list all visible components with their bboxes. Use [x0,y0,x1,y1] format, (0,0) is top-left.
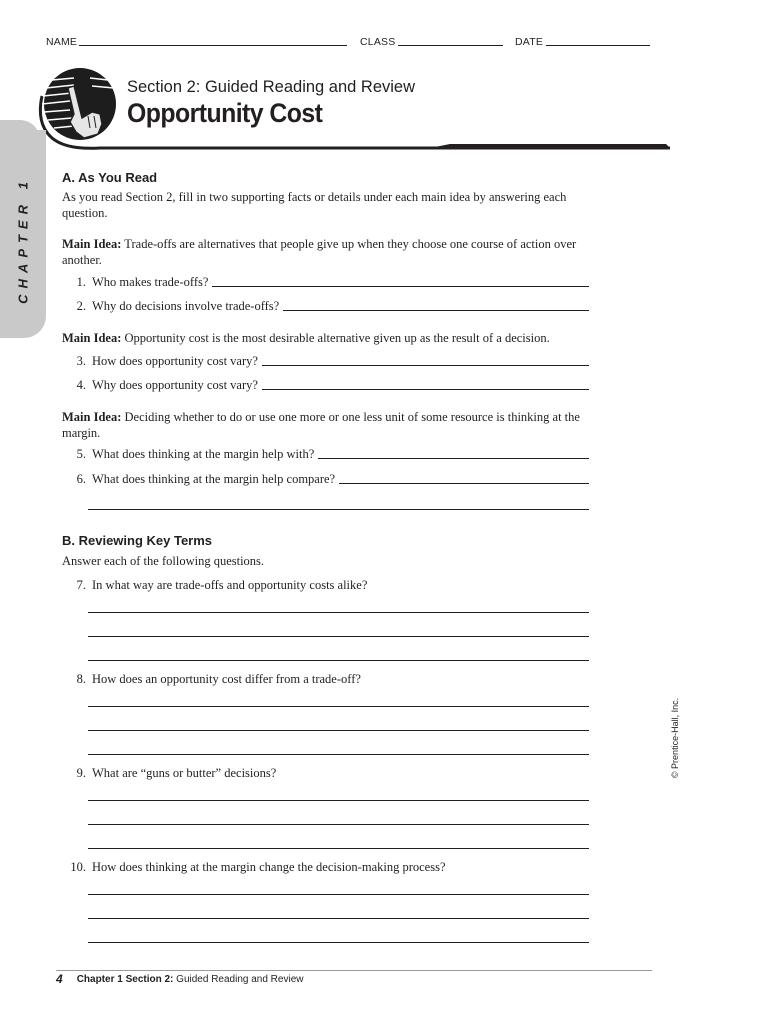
answer-line[interactable] [339,483,589,484]
name-field[interactable] [79,45,347,46]
question-7 [62,577,589,593]
answer-line[interactable] [88,706,589,707]
question-10 [62,859,589,875]
question-1 [62,274,589,290]
question-text: Who makes trade-offs? [92,275,209,289]
part-b-heading: B. Reviewing Key Terms [62,533,213,548]
question-text: What does thinking at the margin help with? [92,447,315,461]
date-label: DATE [515,36,544,48]
answer-line[interactable] [88,824,589,825]
question-number: 7. [76,578,86,592]
question-8 [62,671,589,687]
question-number: 2. [76,299,86,313]
question-text: Why do decisions involve trade-offs? [92,299,280,313]
question-3 [62,353,589,369]
chapter-label: CHAPTER 1 [15,176,31,304]
question-text: How does opportunity cost vary? [92,354,258,368]
question-text: How does thinking at the margin change the decision-making process? [92,860,446,874]
question-number: 8. [76,672,86,686]
question-text: In what way are trade-offs and opportunity costs alike? [92,578,368,592]
question-4 [62,377,589,393]
section-subtitle: Section 2: Guided Reading and Review [127,78,416,96]
date-field[interactable] [546,45,650,46]
answer-line[interactable] [88,612,589,613]
part-a-instructions: As you read Section 2, fill in two supporting facts or details under each main idea by answering each question. [62,190,567,220]
class-field[interactable] [398,45,503,46]
answer-line[interactable] [88,754,589,755]
answer-line[interactable] [88,636,589,637]
question-9 [62,765,589,781]
footer-chapter-label: Chapter 1 Section 2: [76,973,174,985]
answer-line[interactable] [262,365,589,366]
main-idea-3 [62,409,592,441]
question-number: 5. [76,447,86,461]
question-text: How does an opportunity cost differ from a trade-off? [92,672,361,686]
answer-line[interactable] [212,286,589,287]
main-idea-text: Trade-offs are alternatives that people give up when they choose one course of action over another. [62,237,577,267]
question-2 [62,298,589,314]
footer-section-label: Guided Reading and Review [173,973,304,985]
question-6 [62,471,589,487]
copyright-notice: © Prentice-Hall, Inc. [670,697,680,779]
question-text: What are “guns or butter” decisions? [92,766,277,780]
question-text: Why does opportunity cost vary? [92,378,258,392]
answer-line[interactable] [88,942,589,943]
answer-line[interactable] [88,730,589,731]
answer-line[interactable] [88,800,589,801]
answer-line[interactable] [318,458,589,459]
class-label: CLASS [360,36,396,48]
question-number: 9. [76,766,86,780]
footer-rule [56,970,652,971]
main-idea-label: Main Idea: [62,237,122,251]
main-idea-2 [62,330,592,346]
page-footer [56,972,303,986]
main-idea-1 [62,236,592,268]
page-number: 4 [56,972,63,986]
main-idea-label: Main Idea: [62,331,122,345]
answer-line[interactable] [262,389,589,390]
part-a-heading: A. As You Read [62,170,158,185]
main-idea-text: Opportunity cost is the most desirable alternative given up as the result of a decision. [124,331,550,345]
part-b-instructions: Answer each of the following questions. [62,554,265,568]
hand-pointing-newspaper-icon [42,68,116,140]
question-number: 1. [76,275,86,289]
name-label: NAME [46,36,78,48]
page-title: Opportunity Cost [127,98,323,128]
answer-line[interactable] [88,660,589,661]
main-idea-label: Main Idea: [62,410,122,424]
question-text: What does thinking at the margin help compare? [92,472,336,486]
answer-line[interactable] [88,918,589,919]
answer-line[interactable] [88,894,589,895]
answer-line[interactable] [88,848,589,849]
question-number: 6. [76,472,86,486]
question-number: 10. [70,860,86,874]
answer-line[interactable] [88,509,589,510]
question-number: 3. [76,354,86,368]
question-number: 4. [76,378,86,392]
answer-line[interactable] [283,310,589,311]
question-5 [62,446,589,462]
main-idea-text: Deciding whether to do or use one more or one less unit of some resource is thinking at the margin. [62,410,580,440]
